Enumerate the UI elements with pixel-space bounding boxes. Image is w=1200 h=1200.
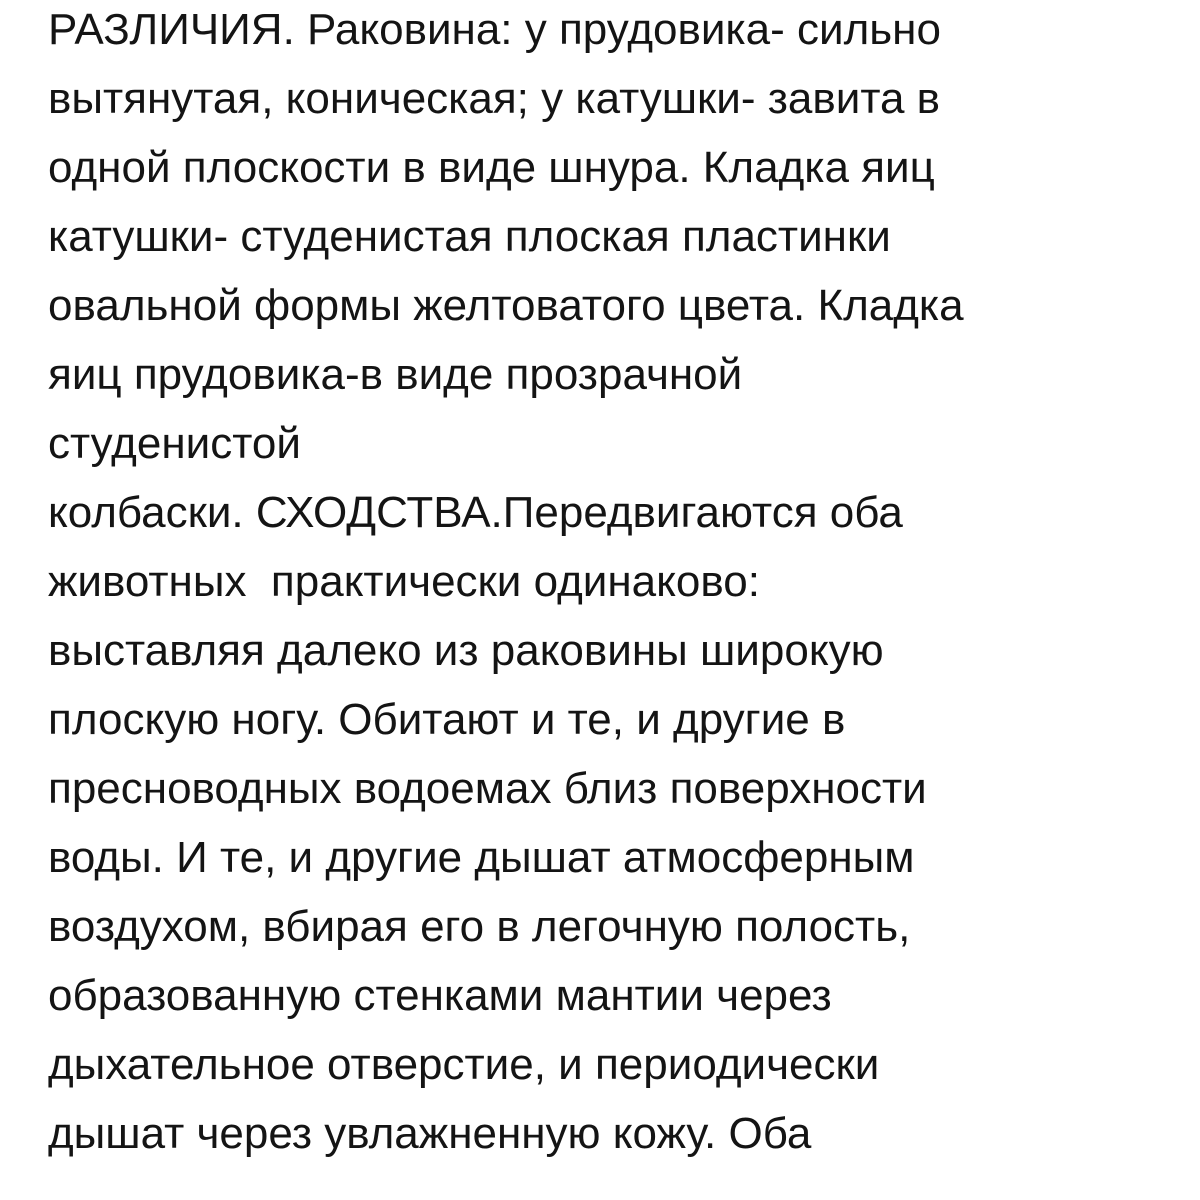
text-line: дыхательное отверстие, и периодически <box>48 1040 880 1089</box>
text-line: яиц прудовика-в виде прозрачной <box>48 350 743 399</box>
body-text <box>48 0 1198 1173</box>
text-line: овальной формы желтоватого цвета. Кладка <box>48 281 964 330</box>
text-line: животных практически одинаково: <box>48 557 760 606</box>
text-line: плоскую ногу. Обитают и те, и другие в <box>48 695 846 744</box>
text-line: образованную стенками мантии через <box>48 971 832 1020</box>
text-line: пресноводных водоемах близ поверхности <box>48 764 927 813</box>
text-line: вытянутая, коническая; у катушки- завита в <box>48 74 941 123</box>
text-line: РАЗЛИЧИЯ. Раковина: у прудовика- сильно <box>48 5 941 54</box>
text-line: катушки- студенистая плоская пластинки <box>48 212 891 261</box>
text-line: дышат через увлажненную кожу. Оба <box>48 1109 812 1158</box>
text-line: воздухом, вбирая его в легочную полость, <box>48 902 911 951</box>
text-line: студенистой <box>48 419 301 468</box>
text-line: одной плоскости в виде шнура. Кладка яиц <box>48 143 935 192</box>
text-line: воды. И те, и другие дышат атмосферным <box>48 833 915 882</box>
text-line: колбаски. СХОДСТВА.Передвигаются оба <box>48 488 903 537</box>
text-line: выставляя далеко из раковины широкую <box>48 626 884 675</box>
